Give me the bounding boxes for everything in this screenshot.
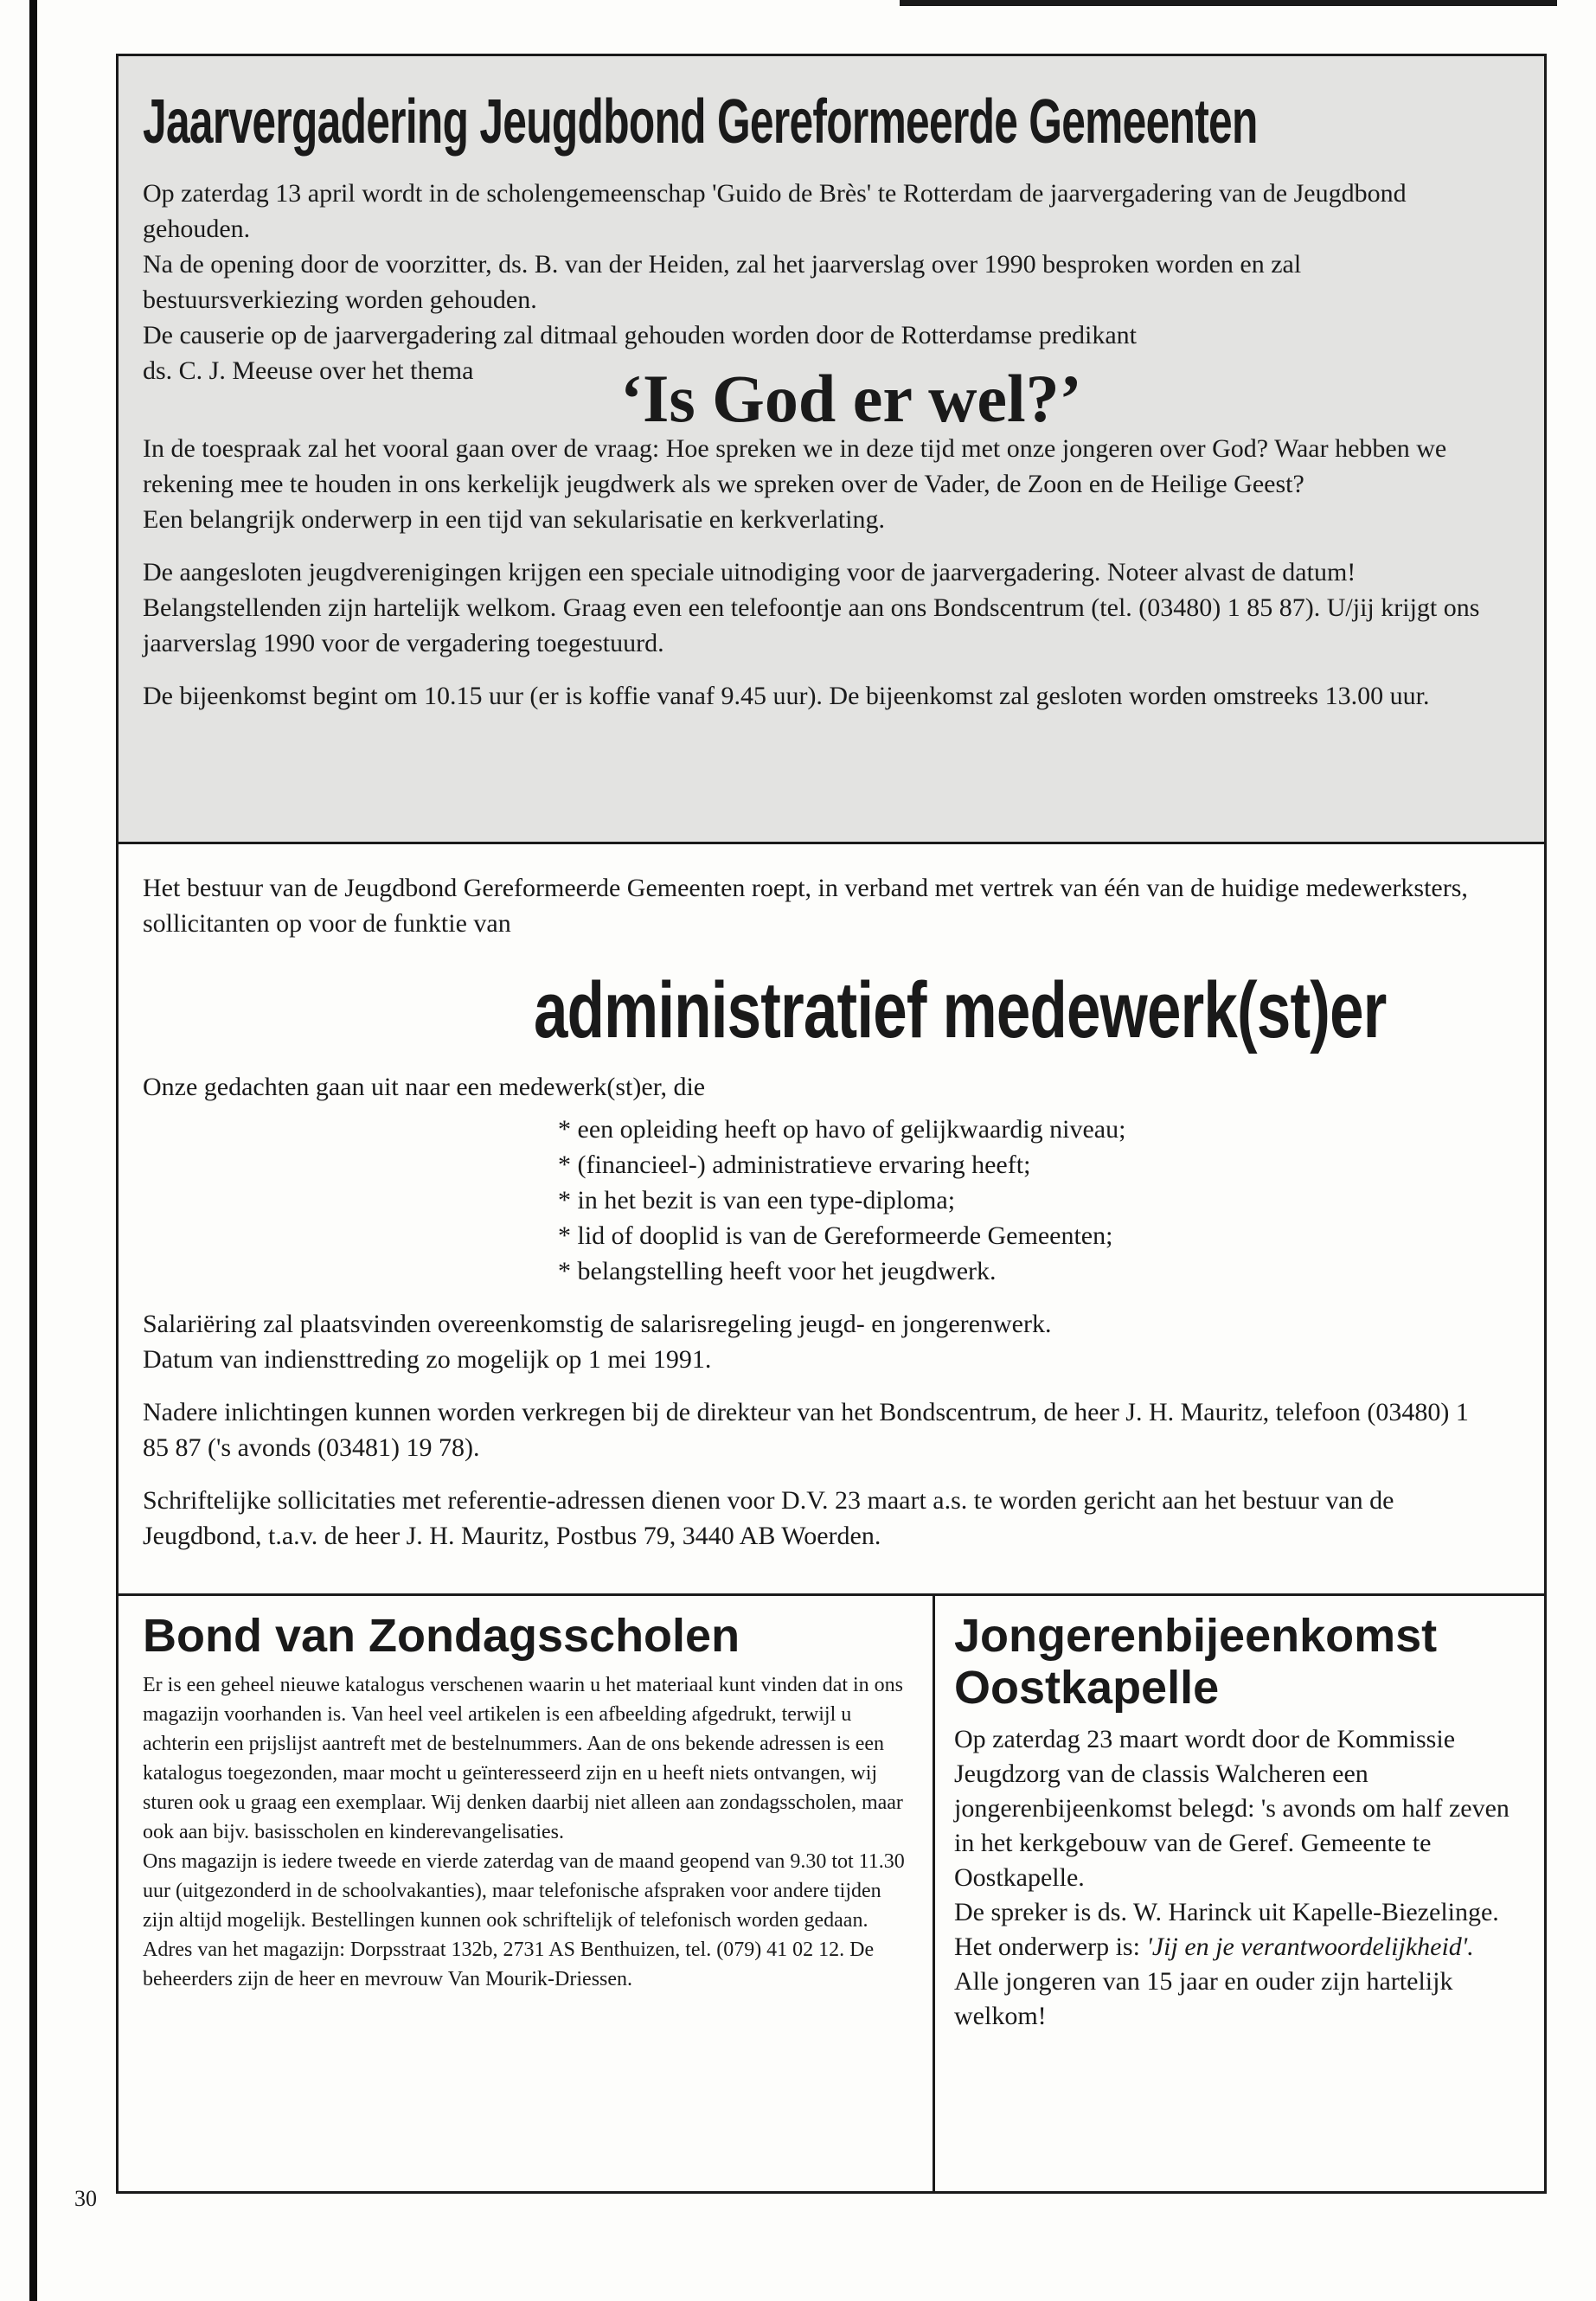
top-rule xyxy=(900,0,1557,6)
oostkapelle-p2: De spreker is ds. W. Harinck uit Kapelle-Biezelinge. xyxy=(954,1898,1499,1926)
requirement-item: * belangstelling heeft voor het jeugdwerk. xyxy=(558,1253,1494,1289)
requirements-list xyxy=(143,1112,1494,1289)
oostkapelle-p4: Alle jongeren van 15 jaar en ouder zijn hartelijk welkom! xyxy=(954,1967,1453,2030)
vacature-sollicitatie: Schriftelijke sollicitaties met referentie-adressen dienen voor D.V. 23 maart a.s. te worden gericht aan het bestuur van de Jeugdbond, t.a.v. de heer J. H. Mauritz, Postbus 79, 3440 AB Woerden. xyxy=(143,1486,1394,1550)
jaarvergadering-p3: De causerie op de jaarvergadering zal ditmaal gehouden worden door de Rotterdamse predikant xyxy=(143,321,1137,349)
requirement-item: * een opleiding heeft op havo of gelijkwaardig niveau; xyxy=(558,1112,1494,1147)
oostkapelle-title: Jongerenbijeenkomst Oostkapelle xyxy=(954,1610,1438,1714)
zondagsscholen-box xyxy=(119,1596,935,2191)
vacature-lead: Onze gedachten gaan uit naar een medewerk(st)er, die xyxy=(143,1073,706,1101)
zondagsscholen-title: Bond van Zondagsscholen xyxy=(143,1610,740,1662)
requirement-item: * lid of dooplid is van de Gereformeerde Gemeenten; xyxy=(558,1218,1494,1253)
page-frame xyxy=(116,54,1547,2194)
vacature-info: Nadere inlichtingen kunnen worden verkregen bij de direkteur van het Bondscentrum, de heer J. H. Mauritz, telefoon (03480) 1 85 87 ('s avonds (03481) 19 78). xyxy=(143,1398,1469,1462)
page-number: 30 xyxy=(74,2186,97,2211)
oostkapelle-p3 xyxy=(954,1930,1527,1965)
jaarvergadering-p7: De bijeenkomst begint om 10.15 uur (er is koffie vanaf 9.45 uur). De bijeenkomst zal gesloten worden omstreeks 13.00 uur. xyxy=(143,682,1430,710)
jaarvergadering-p6: De aangesloten jeugdverenigingen krijgen een speciale uitnodiging voor de jaarvergadering. Noteer alvast de datum! Belangstellenden zijn hartelijk welkom. Graag even een telefoontje aan ons Bondscentrum (tel. (03480) 1 85 87). U/jij krijgt ons jaarverslag 1990 voor de vergadering toegestuurd. xyxy=(143,558,1480,657)
vacature-intro: Het bestuur van de Jeugdbond Gereformeerde Gemeenten roept, in verband met vertrek van één van de huidige medewerksters, sollicitanten op voor de funktie van xyxy=(143,874,1468,938)
requirement-item: * in het bezit is van een type-diploma; xyxy=(558,1183,1494,1218)
zondagsscholen-p2: Ons magazijn is iedere tweede en vierde zaterdag van de maand geopend van 9.30 tot 11.30 uur (uitgezonderd in de schoolvakanties), maar telefonische afspraken voor andere tijden zijn altijd mogelijk. Bestellingen kunnen ook schriftelijk of telefonisch worden gedaan. Adres van het magazijn: Dorpsstraat 132b, 2731 AS Benthuizen, tel. (079) 41 02 12. De beheerders zijn de heer en mevrouw Van Mourik-Driessen. xyxy=(143,1850,905,1990)
jaarvergadering-box xyxy=(119,56,1544,844)
jaarvergadering-p2: Na de opening door de voorzitter, ds. B. van der Heiden, zal het jaarverslag over 1990 besproken worden en zal bestuursverkiezing worden gehouden. xyxy=(143,250,1302,314)
vacature-datum: Datum van indiensttreding zo mogelijk op 1 mei 1991. xyxy=(143,1345,712,1374)
jaarvergadering-p5: Een belangrijk onderwerp in een tijd van sekularisatie en kerkverlating. xyxy=(143,505,886,534)
vacature-box xyxy=(119,844,1544,1596)
oostkapelle-topic: 'Jij en je verantwoordelijkheid'. xyxy=(1146,1932,1474,1961)
thema-title: ‘Is God er wel?’ xyxy=(620,361,1082,436)
oostkapelle-p3-lead: Het onderwerp is: xyxy=(954,1932,1140,1961)
jaarvergadering-p1: Op zaterdag 13 april wordt in de scholengemeenschap 'Guido de Brès' te Rotterdam de jaarvergadering van de Jeugdbond gehouden. xyxy=(143,179,1407,243)
vacature-title: administratief medewerk(st)er xyxy=(534,966,1387,1054)
oostkapelle-p1: Op zaterdag 23 maart wordt door de Kommissie Jeugdzorg van de classis Walcheren een jongerenbijeenkomst belegd: 's avonds om half zeven in het kerkgebouw van de Geref. Gemeente te Oostkapelle. xyxy=(954,1725,1509,1892)
zondagsscholen-p1: Er is een geheel nieuwe katalogus verschenen waarin u het materiaal kunt vinden dat in ons magazijn voorhanden is. Van heel veel artikelen is een afbeelding afgedrukt, terwijl u achterin een prijslijst aantreft met de bestelnummers. Aan de ons bekende adressen is een katalogus toegezonden, maar mocht u geïnteresseerd zijn en u heeft niets ontvangen, wij sturen ook u graag een exemplaar. Wij denken daarbij niet alleen aan zondagsscholen, maar ook aan bijv. basisscholen en kinderevangelisaties. xyxy=(143,1674,904,1843)
bottom-row xyxy=(119,1596,1544,2191)
vacature-salaris: Salariëring zal plaatsvinden overeenkomstig de salarisregeling jeugd- en jongerenwerk. xyxy=(143,1310,1052,1338)
requirement-item: * (financieel-) administratieve ervaring heeft; xyxy=(558,1147,1494,1183)
oostkapelle-box xyxy=(935,1596,1544,2191)
thema-row xyxy=(143,353,1494,436)
jaarvergadering-p4: In de toespraak zal het vooral gaan over de vraag: Hoe spreken we in deze tijd met onze jongeren over God? Waar hebben we rekening mee te houden in ons kerkelijk jeugdwerk als we spreken over de Vader, de Zoon en de Heilige Geest? xyxy=(143,434,1447,498)
jaarvergadering-title: Jaarvergadering Jeugdbond Gereformeerde Gemeenten xyxy=(143,87,1258,157)
thema-lead: ds. C. J. Meeuse over het thema xyxy=(143,356,474,385)
page-spine xyxy=(29,0,37,2301)
